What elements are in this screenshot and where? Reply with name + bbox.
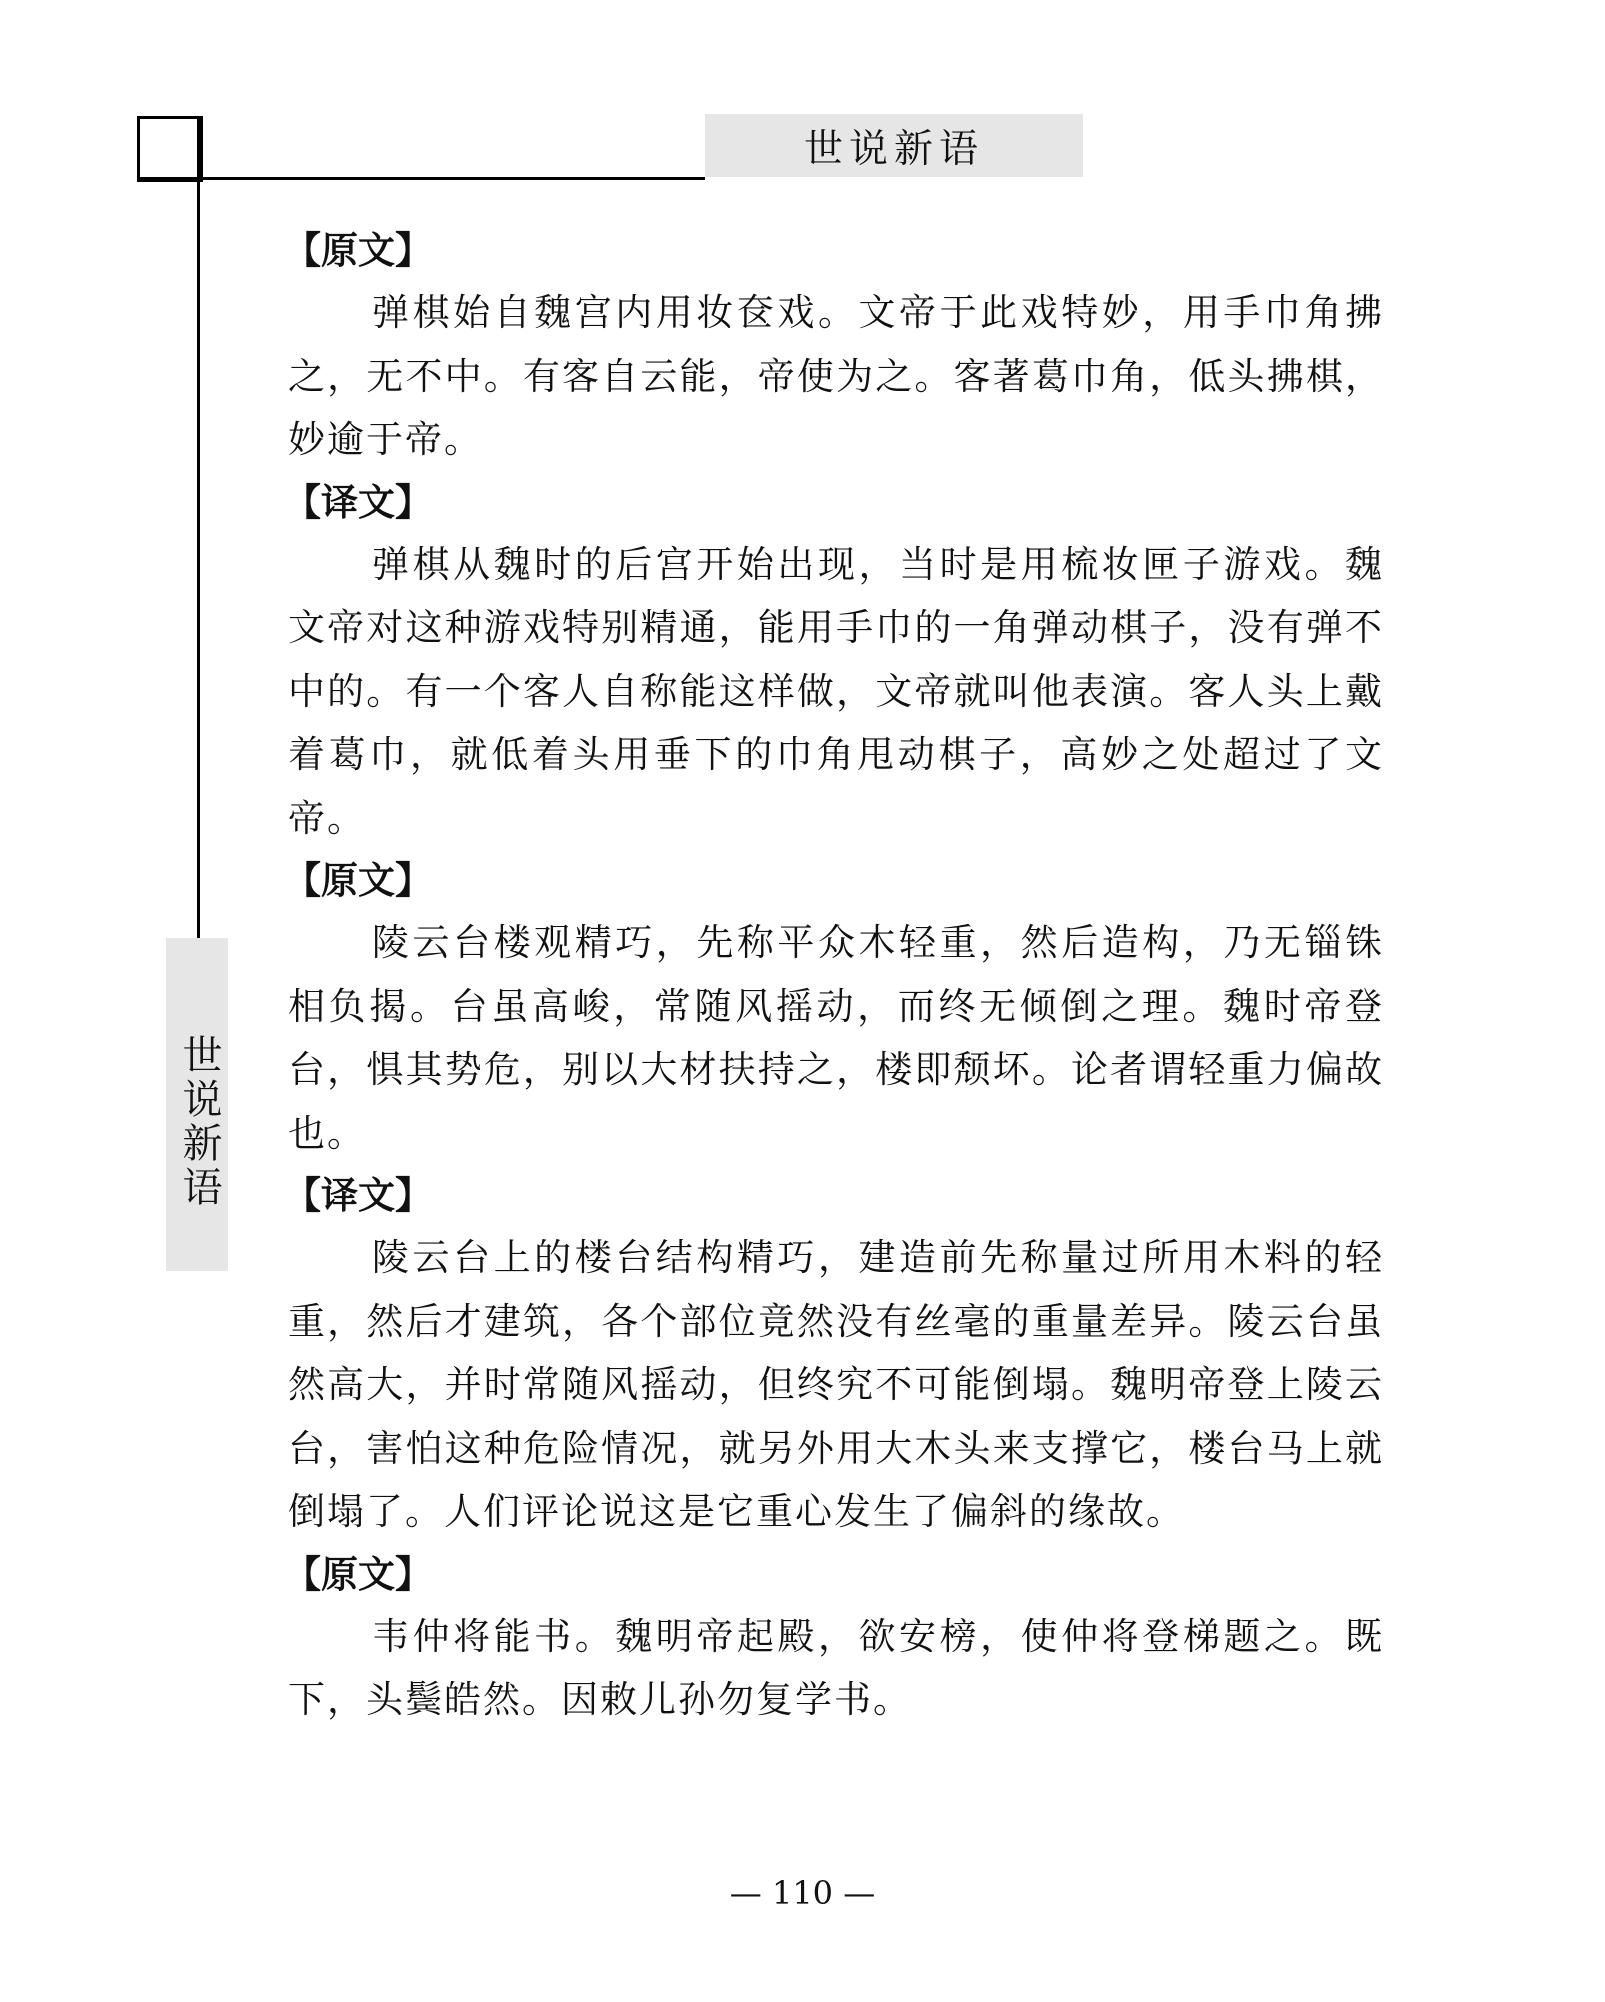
section-label: 【原文】 [284, 859, 432, 902]
running-header-title: 世说新语 [803, 126, 984, 172]
section-label: 【原文】 [284, 1552, 432, 1596]
page-number: — 110 — [729, 1874, 876, 1912]
side-thumb-tab [166, 938, 228, 1271]
section-label: 【译文】 [284, 480, 432, 524]
section-original-2 [284, 850, 1384, 1165]
section-text: 弹棋从魏时的后宫开始出现，当时是用梳妆匣子游戏。魏文帝对这种游戏特别精通，能用手巾的一角弹动棋子，没有弹不中的。有一个客人自称能这样做，文帝就叫他表演。客人头上戴着葛巾，就低着头用垂下的巾角甩动棋子，高妙之处超过了文帝。 [288, 542, 1384, 840]
corner-frame-box [137, 116, 203, 182]
header-rule [137, 177, 705, 180]
page-body [284, 220, 1384, 1732]
section-text: 陵云台上的楼台结构精巧，建造前先称量过所用木料的轻重，然后才建筑，各个部位竟然没有丝毫的重量差异。陵云台虽然高大，并时常随风摇动，但终究不可能倒塌。魏明帝登上陵云台，害怕这种危险情况，就另外用大木头来支撑它，楼台马上就倒塌了。人们评论说这是它重心发生了偏斜的缘故。 [288, 1236, 1384, 1533]
section-original-3 [284, 1544, 1384, 1732]
section-original-1 [284, 220, 1384, 472]
section-translation-1 [284, 472, 1384, 851]
section-text: 韦仲将能书。魏明帝起殿，欲安榜，使仲将登梯题之。既下，头鬓皓然。因敕儿孙勿复学书。 [288, 1614, 1384, 1721]
side-tab-label: 世说新语 [176, 1033, 222, 1210]
section-label: 【原文】 [284, 229, 432, 272]
section-text: 陵云台楼观精巧，先称平众木轻重，然后造构，乃无锱铢相负揭。台虽高峻，常随风摇动，而终无倾倒之理。魏时帝登台，惧其势危，别以大材扶持之，楼即颓坏。论者谓轻重力偏故也。 [288, 921, 1384, 1155]
section-translation-2 [284, 1165, 1384, 1544]
margin-rule [197, 116, 200, 938]
section-text: 弹棋始自魏宫内用妆奁戏。文帝于此戏特妙，用手巾角拂之，无不中。有客自云能，帝使为之。客著葛巾角，低头拂棋，妙逾于帝。 [288, 291, 1384, 461]
section-label: 【译文】 [284, 1174, 432, 1217]
running-header [705, 114, 1083, 177]
